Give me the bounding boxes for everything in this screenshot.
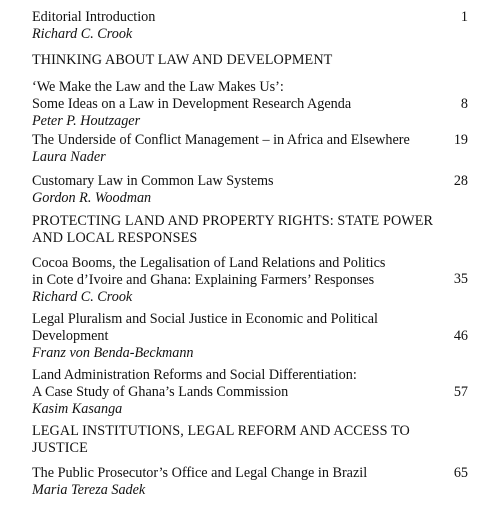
section-heading: PROTECTING LAND AND PROPERTY RIGHTS: STATE POWER AND LOCAL RESPONSES (32, 213, 434, 246)
entry-author: Richard C. Crook (32, 289, 133, 305)
entry-title: The Public Prosecutor’s Office and Legal Change in Brazil (32, 465, 368, 481)
entry-author: Richard C. Crook (32, 26, 133, 42)
entry-title: Editorial Introduction (32, 9, 156, 25)
entry-page-number: 1 (460, 9, 468, 25)
entry-title: ‘We Make the Law and the Law Makes Us’: Some Ideas on a Law in Development Research Agenda (32, 79, 352, 112)
entry-title: Cocoa Booms, the Legalisation of Land Relations and Politics in Cote d’Ivoire and Ghana: Explaining Farmers’ Responses (32, 255, 386, 288)
entry-page-number: 8 (460, 96, 468, 112)
entry-page-number: 57 (453, 384, 468, 400)
entry-author: Franz von Benda-Beckmann (32, 345, 194, 361)
entry-author: Kasim Kasanga (32, 401, 123, 417)
entry-author: Gordon R. Woodman (32, 190, 152, 206)
section-heading: THINKING ABOUT LAW AND DEVELOPMENT (32, 52, 333, 68)
entry-title: Land Administration Reforms and Social Differentiation: A Case Study of Ghana’s Lands Commission (32, 367, 357, 400)
entry-title: Legal Pluralism and Social Justice in Economic and Political Development (32, 311, 378, 344)
entry-page-number: 46 (453, 328, 468, 344)
entry-title: Customary Law in Common Law Systems (32, 173, 274, 189)
entry-title: The Underside of Conflict Management – in Africa and Elsewhere (32, 132, 410, 148)
entry-author: Laura Nader (32, 149, 106, 165)
entry-page-number: 28 (453, 173, 468, 189)
entry-page-number: 65 (453, 465, 468, 481)
entry-author: Peter P. Houtzager (32, 113, 141, 129)
entry-author: Maria Tereza Sadek (32, 482, 146, 498)
entry-page-number: 35 (453, 271, 468, 287)
section-heading: LEGAL INSTITUTIONS, LEGAL REFORM AND ACCESS TO JUSTICE (32, 423, 410, 456)
entry-page-number: 19 (453, 132, 468, 148)
